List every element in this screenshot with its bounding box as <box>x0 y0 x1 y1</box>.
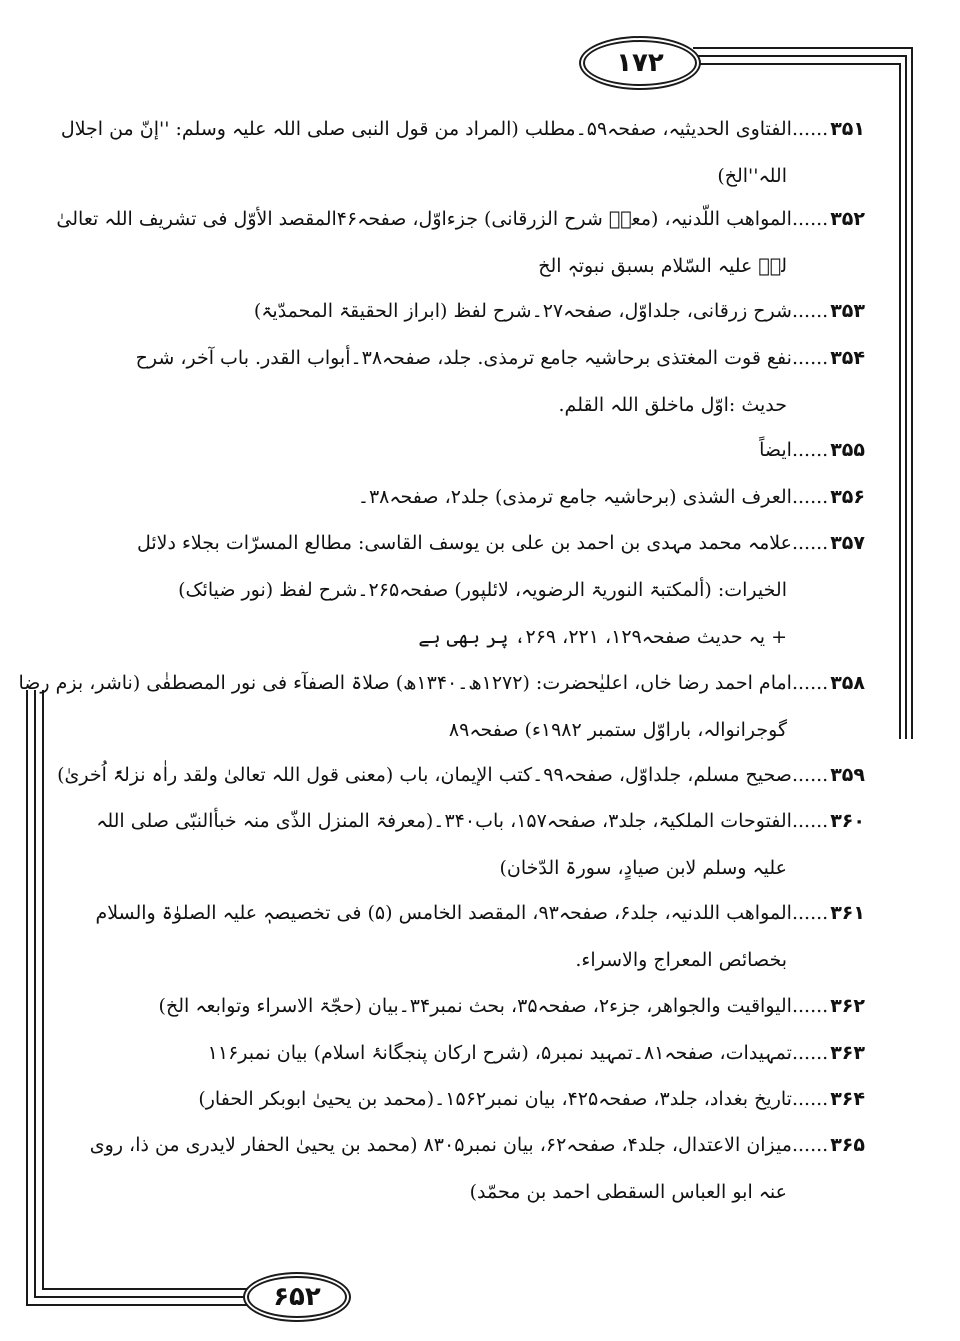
reference-entry: ۳۶۲......الیواقیت والجواھر، جزء۲، صفحہ۳۵، بحث نمبر۳۴۔بیان (حجّۃ الاسراء وتوابعہ الخ) <box>158 995 865 1017</box>
entry-text: المواھب اللّدنیہ، (معہٗ شرح الزرقانی) جزءاوّل، صفحہ۴۶المقصد الأوّل فی تشریف اللہ تعالیٰ <box>56 208 792 230</box>
entry-number: ۳۶۴ <box>830 1088 865 1110</box>
entry-text: علامہ محمد مہدی بن احمد بن علی بن یوسف القاسی: مطالع المسرّات بجلاء دلائل <box>136 532 792 554</box>
entry-number: ۳۵۳ <box>830 300 865 322</box>
reference-entry: ۳۵۶......العرف الشذی (برحاشیہ جامع ترمذی) جلد۲، صفحہ۳۸۔ <box>357 486 865 508</box>
reference-entry: ۳۶۰......الفتوحات الملکیۃ، جلد۳، صفحہ۱۵۷، باب۳۴۰۔(معرفۃ المنزل الذّی منہ خبأالنبّی صلی اللہ علیہ وسلم لابن صیادٍ، سورۃ الدّخان) <box>96 810 865 879</box>
entry-text: الفتاوی الحدیثیہ، صفحہ۵۹۔مطلب (المراد من قول النبی صلی اللہ علیہ وسلم: ''إنّ من اجلال <box>60 118 792 140</box>
entry-number: ۳۶۳ <box>830 1042 865 1064</box>
entry-text: العرف الشذی (برحاشیہ جامع ترمذی) جلد۲، صفحہ۳۸۔ <box>357 486 792 508</box>
top-page-badge: ۱۷۲ <box>583 40 697 86</box>
reference-entry: ۳۵۱......الفتاوی الحدیثیہ، صفحہ۵۹۔مطلب (المراد من قول النبی صلی اللہ علیہ وسلم: ''إنّ من اجلال اللہ''الخ) <box>60 118 865 187</box>
entry-text: لہٗ علیہ السّلام بسبق نبوتہٖ الخ <box>538 255 787 277</box>
entry-number: ۳۵۱ <box>830 118 865 140</box>
entry-number: ۳۶۱ <box>830 902 865 924</box>
entry-text: + یہ حدیث صفحہ۱۲۹، ۲۲۱، ۲۶۹، پر بھی ہے <box>418 626 787 648</box>
entry-number: ۳۵۲ <box>830 208 865 230</box>
reference-entry: ۳۶۴......تاریخ بغداد، جلد۳، صفحہ۴۲۵، بیان نمبر۱۵۶۲۔(محمد بن یحییٰ ابوبکر الحفار) <box>198 1088 865 1110</box>
entry-number: ۳۵۴ <box>830 347 865 369</box>
entry-number: ۳۵۶ <box>830 486 865 508</box>
entry-number: ۳۵۸ <box>830 672 865 694</box>
entry-number: ۳۵۷ <box>830 532 865 554</box>
reference-entry: ۳۵۲......المواھب اللّدنیہ، (معہٗ شرح الزرقانی) جزءاوّل، صفحہ۴۶المقصد الأوّل فی تشریف اللہ تعالیٰ لہٗ علیہ السّلام بسبق نبوتہٖ الخ <box>56 208 865 277</box>
reference-entry: ۳۵۳......شرح زرقانی، جلداوّل، صفحہ۲۷۔شرح لفظ (ابراز الحقیقۃ المحمدّیۃ) <box>253 300 865 322</box>
entry-text: نفع قوت المغتذی برحاشیہ جامع ترمذی. جلد، صفحہ۳۸۔أبواب القدر. باب آخر، شرح <box>135 347 792 369</box>
entry-text: صحیح مسلم، جلداوّل، صفحہ۹۹۔کتب الإیمان، باب (معنی قول اللہ تعالیٰ ولقد راٰہ نزلۃً اُخریٰ) <box>57 764 792 786</box>
entry-text: الخیرات: (ألمکتبۃ النوریۃ الرضویہ، لائلپور) صفحہ۲۶۵۔شرح لفظ (نور ضیائک) <box>178 579 787 601</box>
reference-entry: ۳۵۸......امام احمد رضا خاں، اعلیٰحضرت: (۱۲۷۲ھ۔۱۳۴۰ھ) صلاۃ الصفآء فی نور المصطفٰی (ناشر، بزم رضا گوجرانوالہ، باراوّل ستمبر ۱۹۸۲ء) صفحہ۸۹ <box>18 672 865 741</box>
entry-text: علیہ وسلم لابن صیادٍ، سورۃ الدّخان) <box>499 857 787 879</box>
reference-entry: ۳۵۹......صحیح مسلم، جلداوّل، صفحہ۹۹۔کتب الإیمان، باب (معنی قول اللہ تعالیٰ ولقد راٰہ نزلۃً اُخریٰ) <box>57 764 865 786</box>
entry-text: شرح زرقانی، جلداوّل، صفحہ۲۷۔شرح لفظ (ابراز الحقیقۃ المحمدّیۃ) <box>253 300 792 322</box>
entry-text: تمہیدات، صفحہ۸۱۔تمہید نمبر۵، (شرح ارکان پنجگانۂ اسلام) بیان نمبر۱۱۶ <box>207 1042 792 1064</box>
entry-text: الیواقیت والجواھر، جزء۲، صفحہ۳۵، بحث نمبر۳۴۔بیان (حجّۃ الاسراء وتوابعہ الخ) <box>158 995 792 1017</box>
reference-entry: ۳۶۵......میزان الاعتدال، جلد۴، صفحہ۶۲، بیان نمبر۸۳۰۵ (محمد بن یحییٰ الحفار لایدری من ذا، روی عنہ ابو العباس السقطی احمد بن محمّد) <box>89 1134 865 1203</box>
entry-number: ۳۶۲ <box>830 995 865 1017</box>
entry-number: ۳۶۰ <box>830 810 865 832</box>
reference-entry: ۳۵۵......ایضاً <box>759 439 865 461</box>
entry-number: ۳۶۵ <box>830 1134 865 1156</box>
entry-text: گوجرانوالہ، باراوّل ستمبر ۱۹۸۲ء) صفحہ۸۹ <box>448 719 787 741</box>
entry-text: الفتوحات الملکیۃ، جلد۳، صفحہ۱۵۷، باب۳۴۰۔(معرفۃ المنزل الذّی منہ خبأالنبّی صلی اللہ <box>96 810 792 832</box>
entry-text: حدیث :اوّل ماخلق اللہ القلم. <box>558 394 787 416</box>
entry-text: بخصائص المعراج والاسراء. <box>575 949 787 971</box>
entry-text: امام احمد رضا خاں، اعلیٰحضرت: (۱۲۷۲ھ۔۱۳۴۰ھ) صلاۃ الصفآء فی نور المصطفٰی (ناشر، بزم رضا <box>18 672 792 694</box>
entry-number: ۳۵۹ <box>830 764 865 786</box>
entry-text: میزان الاعتدال، جلد۴، صفحہ۶۲، بیان نمبر۸۳۰۵ (محمد بن یحییٰ الحفار لایدری من ذا، روی <box>89 1134 792 1156</box>
entry-number: ۳۵۵ <box>830 439 865 461</box>
entry-text: المواھب اللدنیہ، جلد۶، صفحہ۹۳، المقصد الخامس (۵) فی تخصیصہٖ علیہ الصلوٰۃ والسلام <box>95 902 792 924</box>
footer-page-number: ۶۵۲ <box>247 1276 347 1318</box>
reference-entry: ۳۶۱......المواھب اللدنیہ، جلد۶، صفحہ۹۳، المقصد الخامس (۵) فی تخصیصہٖ علیہ الصلوٰۃ والسلام بخصائص المعراج والاسراء. <box>95 902 865 971</box>
entry-text: اللہ''الخ) <box>717 165 787 187</box>
entry-text: ایضاً <box>759 439 792 461</box>
entry-text: عنہ ابو العباس السقطی احمد بن محمّد) <box>469 1181 787 1203</box>
reference-entry: ۳۶۳......تمہیدات، صفحہ۸۱۔تمہید نمبر۵، (شرح ارکان پنجگانۂ اسلام) بیان نمبر۱۱۶ <box>207 1042 865 1064</box>
entry-text: تاریخ بغداد، جلد۳، صفحہ۴۲۵، بیان نمبر۱۵۶۲۔(محمد بن یحییٰ ابوبکر الحفار) <box>198 1088 792 1110</box>
reference-entry: ۳۵۴......نفع قوت المغتذی برحاشیہ جامع ترمذی. جلد، صفحہ۳۸۔أبواب القدر. باب آخر، شرح حدیث :اوّل ماخلق اللہ القلم. <box>135 347 865 416</box>
reference-entry: ۳۵۷......علامہ محمد مہدی بن احمد بن علی بن یوسف القاسی: مطالع المسرّات بجلاء دلائل الخیرات: (ألمکتبۃ النوریۃ الرضویہ، لائلپور) صفحہ۲۶۵۔شرح لفظ (نور ضیائک) + یہ حدیث صفحہ۱۲۹، ۲۲۱، ۲۶۹، پر بھی ہے <box>136 532 865 648</box>
